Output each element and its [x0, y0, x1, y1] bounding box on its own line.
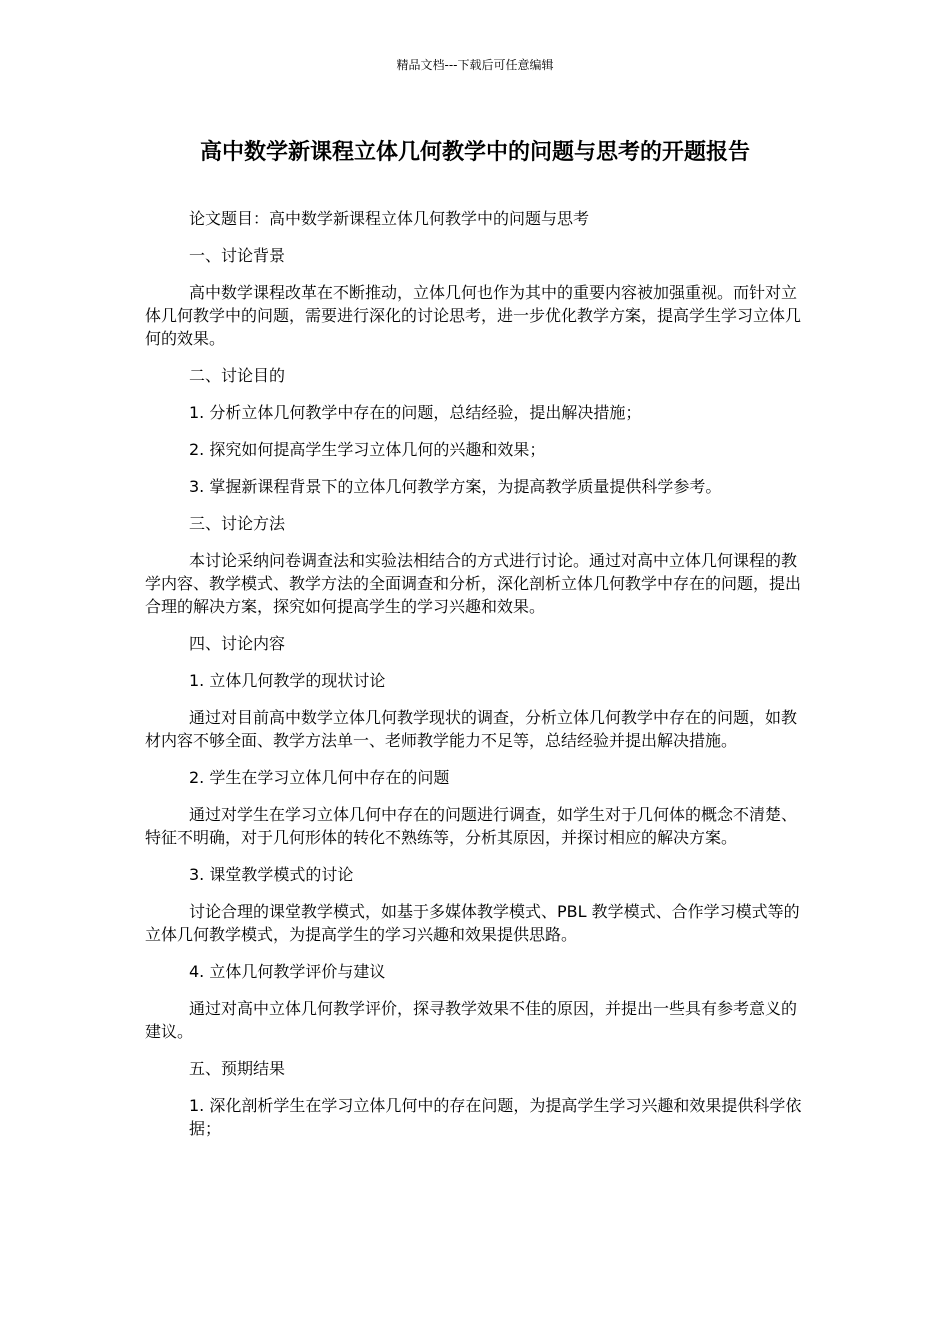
content-paragraph-3: 讨论合理的课堂教学模式，如基于多媒体教学模式、PBL 教学模式、合作学习模式等的立体几何教学模式，为提高学生的学习兴趣和效果提供思路。	[145, 902, 800, 944]
section-heading-method: 三、讨论方法	[189, 514, 286, 533]
purpose-item-3: 3. 掌握新课程背景下的立体几何教学方案，为提高教学质量提供科学参考。	[189, 477, 722, 496]
section-heading-results: 五、预期结果	[189, 1059, 286, 1078]
section-heading-background: 一、讨论背景	[189, 246, 286, 265]
paper-title-line: 论文题目：高中数学新课程立体几何教学中的问题与思考	[189, 209, 590, 228]
section-heading-content: 四、讨论内容	[189, 634, 286, 653]
results-item-1: 1. 深化剖析学生在学习立体几何中的存在问题，为提高学生学习兴趣和效果提供科学依据；	[189, 1096, 802, 1138]
background-paragraph: 高中数学课程改革在不断推动，立体几何也作为其中的重要内容被加强重视。而针对立体几何教学中的问题，需要进行深化的讨论思考，进一步优化教学方案，提高学生学习立体几何的效果。	[145, 283, 802, 348]
document-title: 高中数学新课程立体几何教学中的问题与思考的开题报告	[199, 140, 750, 165]
document-body	[145, 207, 810, 1154]
section-heading-purpose: 二、讨论目的	[189, 366, 286, 385]
content-subheading-1: 1. 立体几何教学的现状讨论	[189, 671, 386, 690]
page-header-note: 精品文档---下载后可任意编辑	[396, 58, 554, 72]
purpose-item-2: 2. 探究如何提高学生学习立体几何的兴趣和效果；	[189, 440, 546, 459]
content-paragraph-4: 通过对高中立体几何教学评价，探寻教学效果不佳的原因，并提出一些具有参考意义的建议。	[145, 999, 798, 1041]
content-subheading-2: 2. 学生在学习立体几何中存在的问题	[189, 768, 450, 787]
content-subheading-3: 3. 课堂教学模式的讨论	[189, 865, 354, 884]
content-subheading-4: 4. 立体几何教学评价与建议	[189, 962, 386, 981]
content-paragraph-1: 通过对目前高中数学立体几何教学现状的调查，分析立体几何教学中存在的问题，如教材内容不够全面、教学方法单一、老师教学能力不足等，总结经验并提出解决措施。	[145, 708, 798, 750]
method-paragraph: 本讨论采纳问卷调查法和实验法相结合的方式进行讨论。通过对高中立体几何课程的教学内容、教学模式、教学方法的全面调查和分析，深化剖析立体几何教学中存在的问题，提出合理的解决方案，探究如何提高学生的学习兴趣和效果。	[145, 551, 802, 616]
content-paragraph-2: 通过对学生在学习立体几何中存在的问题进行调查，如学生对于几何体的概念不清楚、特征不明确，对于几何形体的转化不熟练等，分析其原因，并探讨相应的解决方案。	[145, 805, 798, 847]
purpose-item-1: 1. 分析立体几何教学中存在的问题，总结经验，提出解决措施；	[189, 403, 642, 422]
